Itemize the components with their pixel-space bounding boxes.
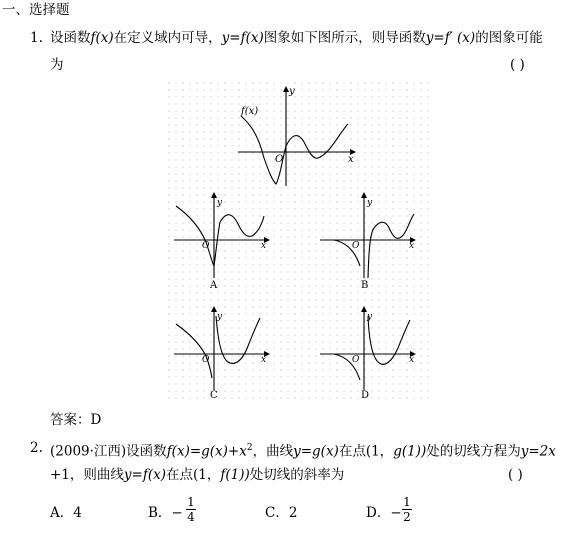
q2-fx-def: f(x)=g(x)+x — [166, 443, 247, 460]
fx-curve-label: f(x) — [241, 106, 259, 117]
q1-text-c: 图象如下图所示，则导函数 — [263, 30, 426, 46]
q2-tangent: y=2x — [520, 443, 556, 460]
fx-x-label: x — [348, 154, 354, 165]
option-b-label: B — [361, 280, 369, 291]
q2-choice-b-label: B．− — [148, 505, 183, 521]
q2-y-eq-gx: y=g(x) — [293, 443, 339, 460]
fx-origin-label: O — [275, 154, 284, 165]
option-c-label: C — [210, 390, 218, 401]
q2-choice-a: A．4 — [50, 505, 82, 521]
option-a-x-label: x — [261, 241, 267, 251]
option-c-x-label: x — [261, 355, 267, 365]
option-a-origin: O — [202, 241, 210, 251]
q2-text-c: 在点(1， — [338, 443, 394, 460]
q2-sup: 2 — [246, 443, 253, 453]
q2-choice-d-fraction — [402, 496, 412, 523]
q2-choice-b-fraction — [186, 496, 196, 523]
q2-y-eq-fx: y=f(x) — [123, 467, 166, 483]
q1-answer: 答案：D — [50, 412, 102, 428]
q2-number: 2. — [30, 440, 43, 456]
q1-answer-paren: ( ) — [510, 57, 525, 73]
option-d-x-label: x — [409, 355, 415, 365]
q1-text-line2: 为 — [50, 57, 64, 73]
q1-text-d: 的图象可能 — [475, 30, 543, 46]
q1-text-line1 — [50, 30, 543, 46]
section-title: 一、选择题 — [2, 2, 70, 18]
option-a-label: A — [210, 280, 218, 291]
q2-g1: g(1)) — [393, 443, 427, 460]
q2-choice-b-den: 4 — [187, 510, 195, 524]
q1-text-b: 在定义域内可导， — [113, 30, 222, 46]
q2-choice-d-label: D．− — [366, 505, 402, 521]
option-c-origin: O — [202, 355, 210, 365]
option-d-y-label: y — [367, 312, 373, 322]
q1-fx: f(x) — [90, 30, 114, 46]
q2-choice-d-num: 1 — [403, 495, 411, 509]
q2-text-a: (2009·江西)设函数 — [50, 443, 167, 460]
option-a-y-label: y — [217, 198, 223, 208]
option-b-origin: O — [352, 241, 360, 251]
option-d-label: D — [361, 390, 370, 401]
q1-y-eq-fprime: y=f′ (x) — [425, 30, 476, 46]
q2-text-d: 处的切线方程为 — [426, 443, 521, 460]
q2-answer-paren: ( ) — [508, 467, 523, 483]
q1-text-a: 设函数 — [50, 30, 91, 46]
option-b-y-label: y — [367, 198, 373, 208]
q1-y-eq-fx: y=f(x) — [221, 30, 264, 46]
q2-choice-b-num: 1 — [187, 495, 195, 509]
q2-text-f: 在点(1， — [166, 467, 221, 483]
option-c-y-label: y — [217, 312, 223, 322]
q1-number: 1. — [30, 30, 43, 46]
fx-y-label: y — [289, 86, 295, 97]
q2-text-e: +1，则曲线 — [50, 467, 124, 483]
q2-text-line1 — [50, 440, 556, 460]
q1-figure — [168, 82, 430, 404]
option-b-x-label: x — [409, 241, 415, 251]
q2-f1: f(1)) — [220, 467, 250, 483]
q2-text-line2 — [50, 467, 344, 483]
q2-text-b: ，曲线 — [252, 443, 294, 460]
option-d-origin: O — [352, 355, 360, 365]
q2-choice-d-den: 2 — [403, 510, 411, 524]
q2-text-g: 处切线的斜率为 — [249, 467, 345, 483]
q2-choice-c: C．2 — [265, 505, 298, 521]
